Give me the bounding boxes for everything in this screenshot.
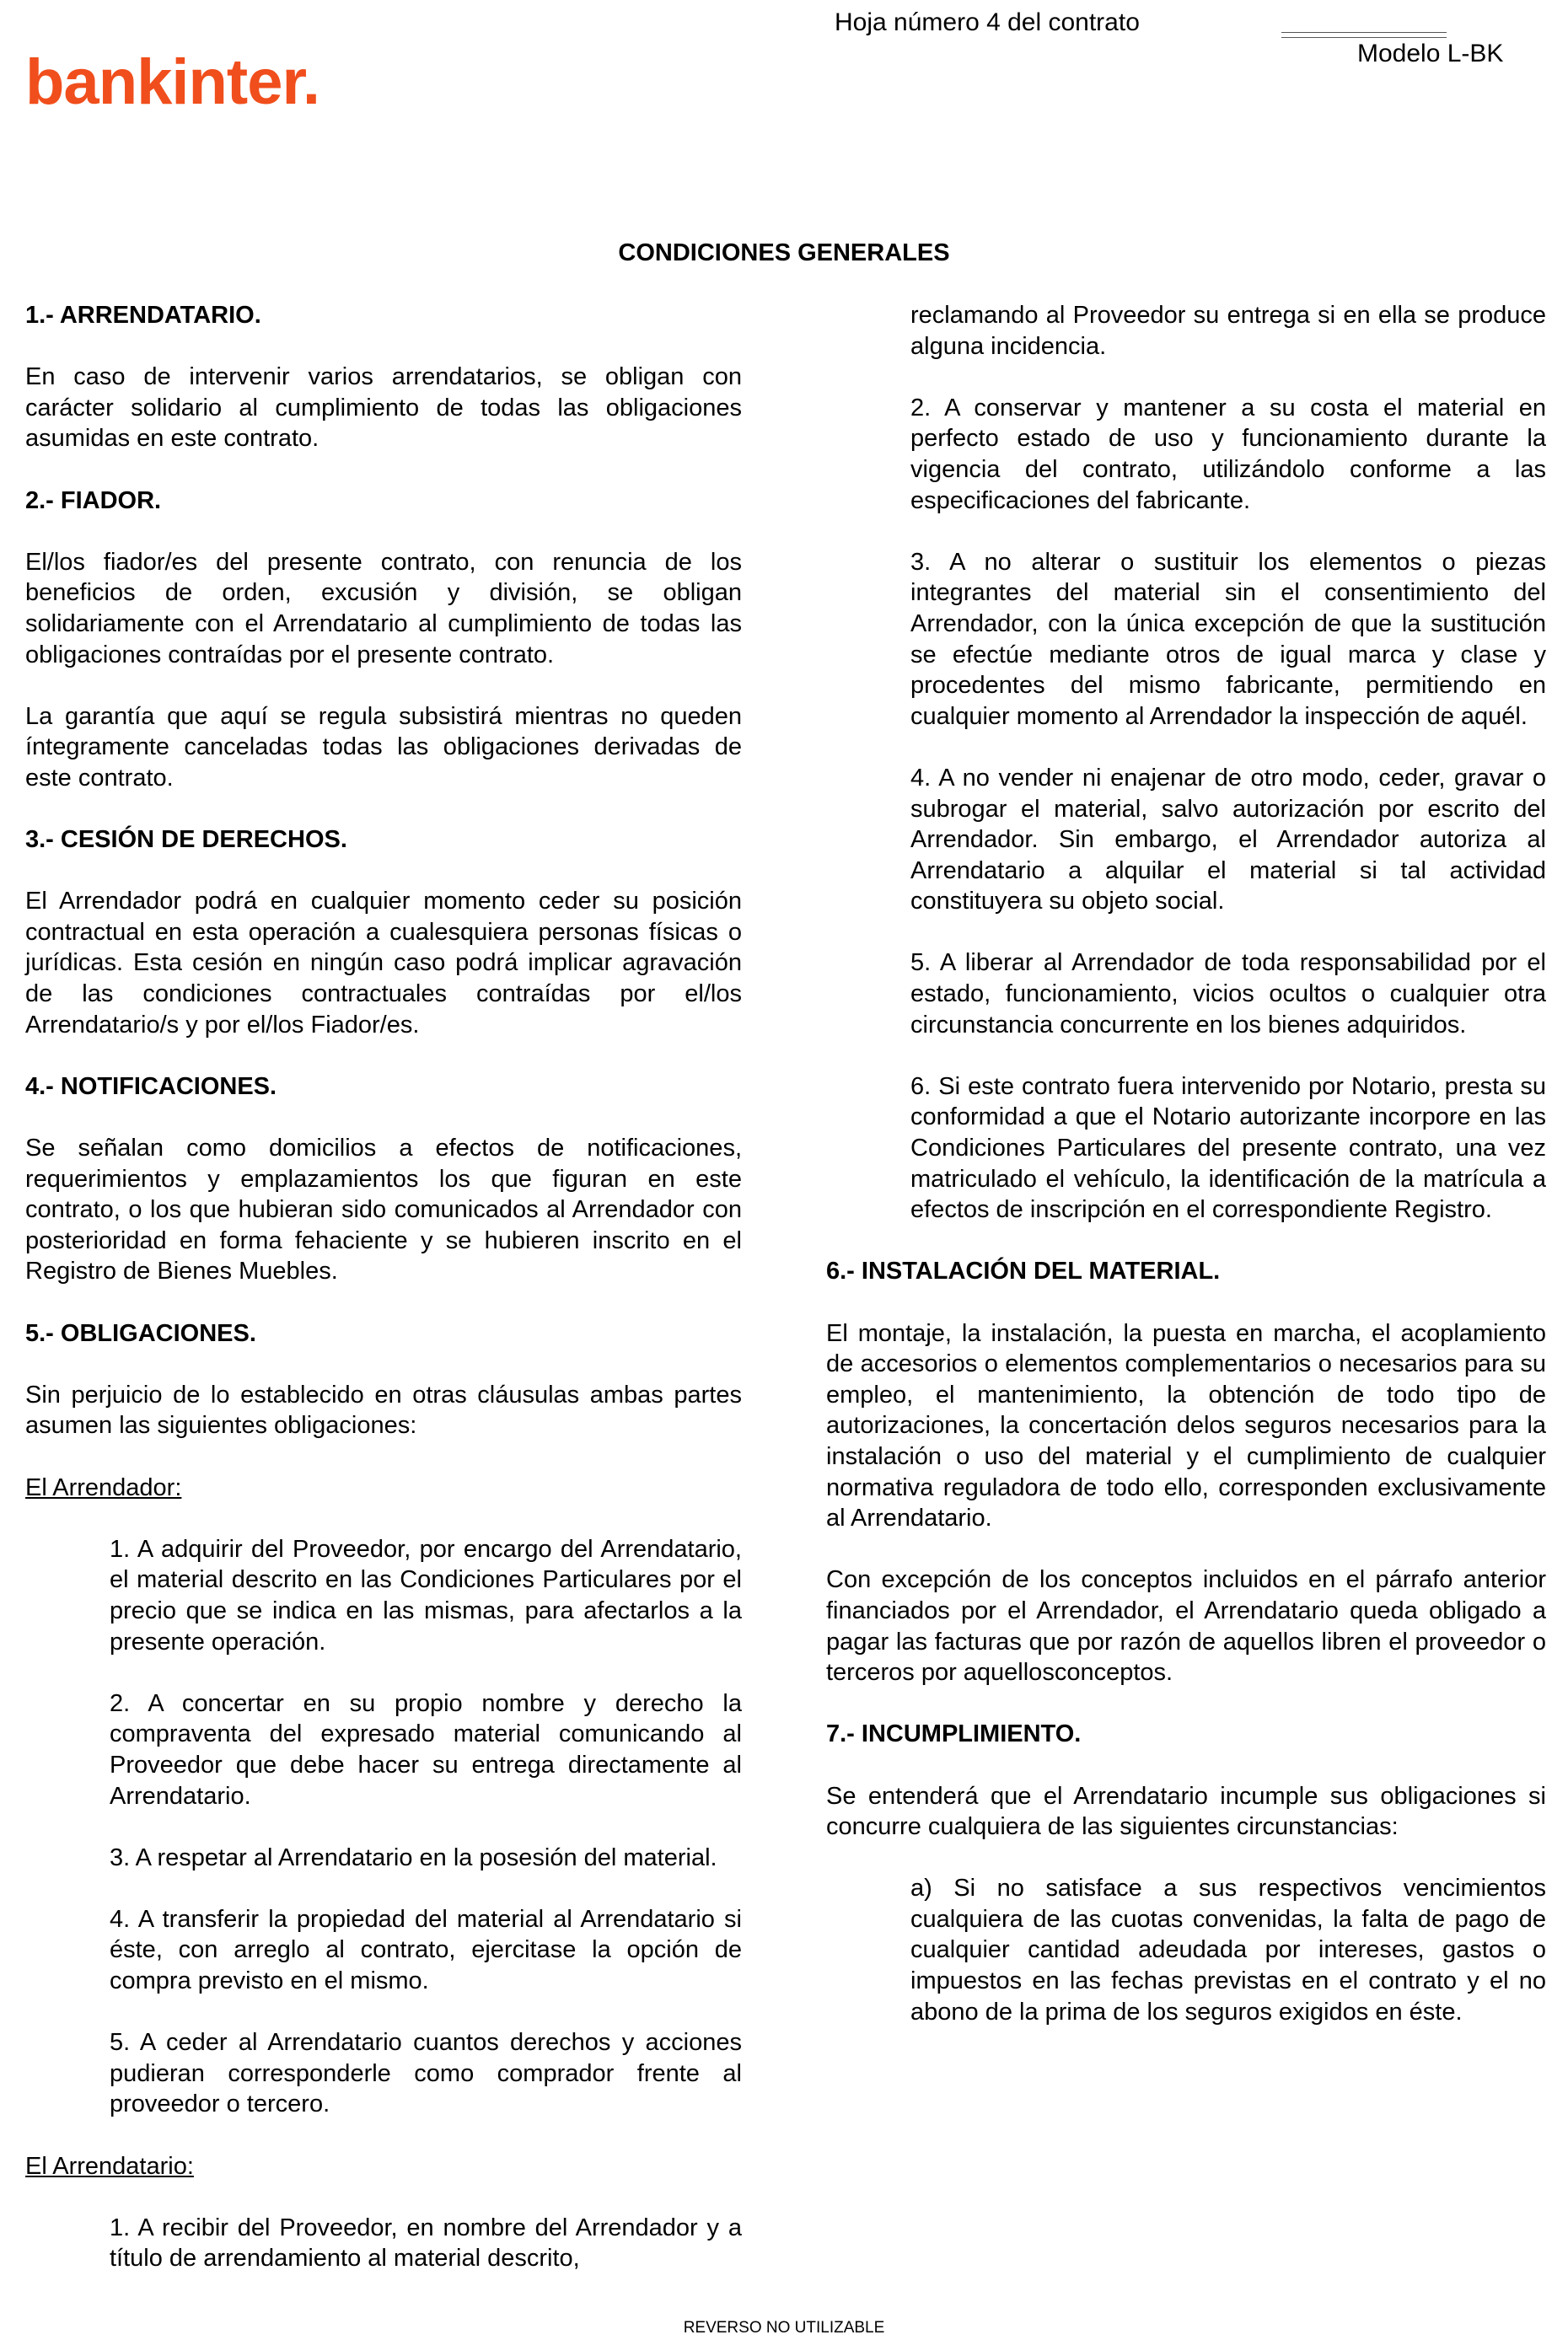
paragraph: La garantía que aquí se regula subsistirá mientras no queden íntegramente canceladas todas las obligaciones derivadas de este contrato. (25, 702, 742, 792)
model-label: Modelo L-BK (1357, 40, 1504, 67)
paragraph: El/los fiador/es del presente contrato, con renuncia de los beneficios de orden, excusión y división, se obligan solidariamente con el Arrendatario al cumplimiento de todas las obligaciones contraídas por el presente contrato. (25, 548, 742, 668)
obligation-item: 2. A conservar y mantener a su costa el material en perfecto estado de uso y funcionamiento durante la vigencia del contrato, utilizándolo conforme a las especificaciones del fabricante. (910, 394, 1546, 514)
section-heading-cesion: 3.- CESIÓN DE DERECHOS. (25, 826, 347, 854)
obligation-item: 4. A transferir la propiedad del material al Arrendatario si éste, con arreglo al contrato, ejercitase la opción de compra previsto en el mismo. (110, 1905, 742, 1995)
left-column (25, 300, 742, 2274)
obligation-item-continued: reclamando al Proveedor su entrega si en ella se produce alguna incidencia. (910, 302, 1546, 360)
section-heading-obligaciones: 5.- OBLIGACIONES. (25, 1319, 256, 1347)
model-divider (1281, 32, 1447, 38)
obligation-item: 1. A adquirir del Proveedor, por encargo del Arrendatario, el material descrito en las Condiciones Particulares por el precio que se indica en las mismas, para afectarlos a la presente operación. (110, 1535, 742, 1656)
paragraph: Se entenderá que el Arrendatario incumple sus obligaciones si concurre cualquiera de las siguientes circunstancias: (826, 1782, 1546, 1841)
section-heading-notificaciones: 4.- NOTIFICACIONES. (25, 1072, 277, 1100)
document-title: CONDICIONES GENERALES (618, 239, 950, 266)
section-heading-incumplimiento: 7.- INCUMPLIMIENTO. (826, 1720, 1082, 1748)
section-heading-fiador: 2.- FIADOR. (25, 486, 162, 514)
paragraph: Con excepción de los conceptos incluidos en el párrafo anterior financiados por el Arrendador, el Arrendatario queda obligado a pagar las facturas que por razón de aquellos libren el proveedor o terceros por aquellosconceptos. (826, 1566, 1546, 1687)
subheading-arrendatario: El Arrendatario: (25, 2152, 194, 2180)
right-column (826, 300, 1546, 2027)
section-heading-arrendatario: 1.- ARRENDATARIO. (25, 302, 261, 329)
obligation-item: 3. A no alterar o sustituir los elementos o piezas integrantes del material sin el consentimiento del Arrendador, con la única excepción de que la sustitución se efectúe mediante otros de igual marca y clase y procedentes del mismo fabricante, permitiendo en cualquier momento al Arrendador la inspección de aquél. (910, 548, 1546, 730)
obligation-item: 5. A ceder al Arrendatario cuantos derechos y acciones pudieran corresponderle como comprador frente al proveedor o tercero. (110, 2029, 742, 2118)
footer-note: REVERSO NO UTILIZABLE (683, 2319, 885, 2337)
bankinter-logo: bankinter. (25, 46, 320, 118)
section-heading-instalacion: 6.- INSTALACIÓN DEL MATERIAL. (826, 1258, 1221, 1285)
obligation-item: 1. A recibir del Proveedor, en nombre del Arrendador y a título de arrendamiento al material descrito, (110, 2214, 742, 2273)
subheading-arrendador: El Arrendador: (25, 1473, 182, 1501)
paragraph: En caso de intervenir varios arrendatarios, se obligan con carácter solidario al cumplimiento de todas las obligaciones asumidas en este contrato. (25, 363, 742, 453)
obligation-item: 4. A no vender ni enajenar de otro modo, ceder, gravar o subrogar el material, salvo autorización por escrito del Arrendador. Sin embargo, el Arrendador autoriza al Arrendatario a alquilar el material si tal actividad constituyera su objeto social. (910, 764, 1546, 915)
obligation-item: 3. A respetar al Arrendatario en la posesión del material. (110, 1844, 717, 1871)
obligation-item: 2. A concertar en su propio nombre y derecho la compraventa del expresado material comunicando al Proveedor que debe hacer su entrega directamente al Arrendatario. (110, 1689, 742, 1810)
obligation-item: 5. A liberar al Arrendador de toda responsabilidad por el estado, funcionamiento, vicios ocultos o cualquier otra circunstancia concurrente en los bienes adquiridos. (910, 949, 1546, 1039)
breach-item: a) Si no satisface a sus respectivos vencimientos cualquiera de las cuotas convenidas, la falta de pago de cualquier cantidad adeudada por intereses, gastos o impuestos en las fechas previstas en el contrato y el no abono de la prima de los seguros exigidos en éste. (910, 1875, 1546, 2026)
obligation-item: 6. Si este contrato fuera intervenido por Notario, presta su conformidad a que el Notario autorizante incorpore en las Condiciones Particulares del presente contrato, una vez matriculado el vehículo, la identificación de la matrícula a efectos de inscripción en el correspondiente Registro. (910, 1072, 1546, 1224)
paragraph: Se señalan como domicilios a efectos de notificaciones, requerimientos y emplazamientos los que figuran en este contrato, o los que hubieran sido comunicados al Arrendador con posterioridad en forma fehaciente y se hubieren inscrito en el Registro de Bienes Muebles. (25, 1135, 742, 1285)
paragraph: Sin perjuicio de lo establecido en otras cláusulas ambas partes asumen las siguientes obligaciones: (25, 1381, 742, 1440)
sheet-number-label: Hoja número 4 del contrato (835, 8, 1140, 36)
paragraph: El montaje, la instalación, la puesta en marcha, el acoplamiento de accesorios o elementos complementarios o necesarios para su empleo, el mantenimiento, la obtención de todo tipo de autorizaciones, la concertación delos seguros necesarios para la instalación o uso del material y el cumplimiento de cualquier normativa reguladora de todo ello, corresponden exclusivamente al Arrendatario. (826, 1319, 1546, 1532)
paragraph: El Arrendador podrá en cualquier momento ceder su posición contractual en esta operación a cualesquiera personas físicas o jurídicas. Esta cesión en ningún caso podrá implicar agravación de las condiciones contractuales contraídas por el/los Arrendatario/s y por el/los Fiador/es. (25, 888, 742, 1039)
